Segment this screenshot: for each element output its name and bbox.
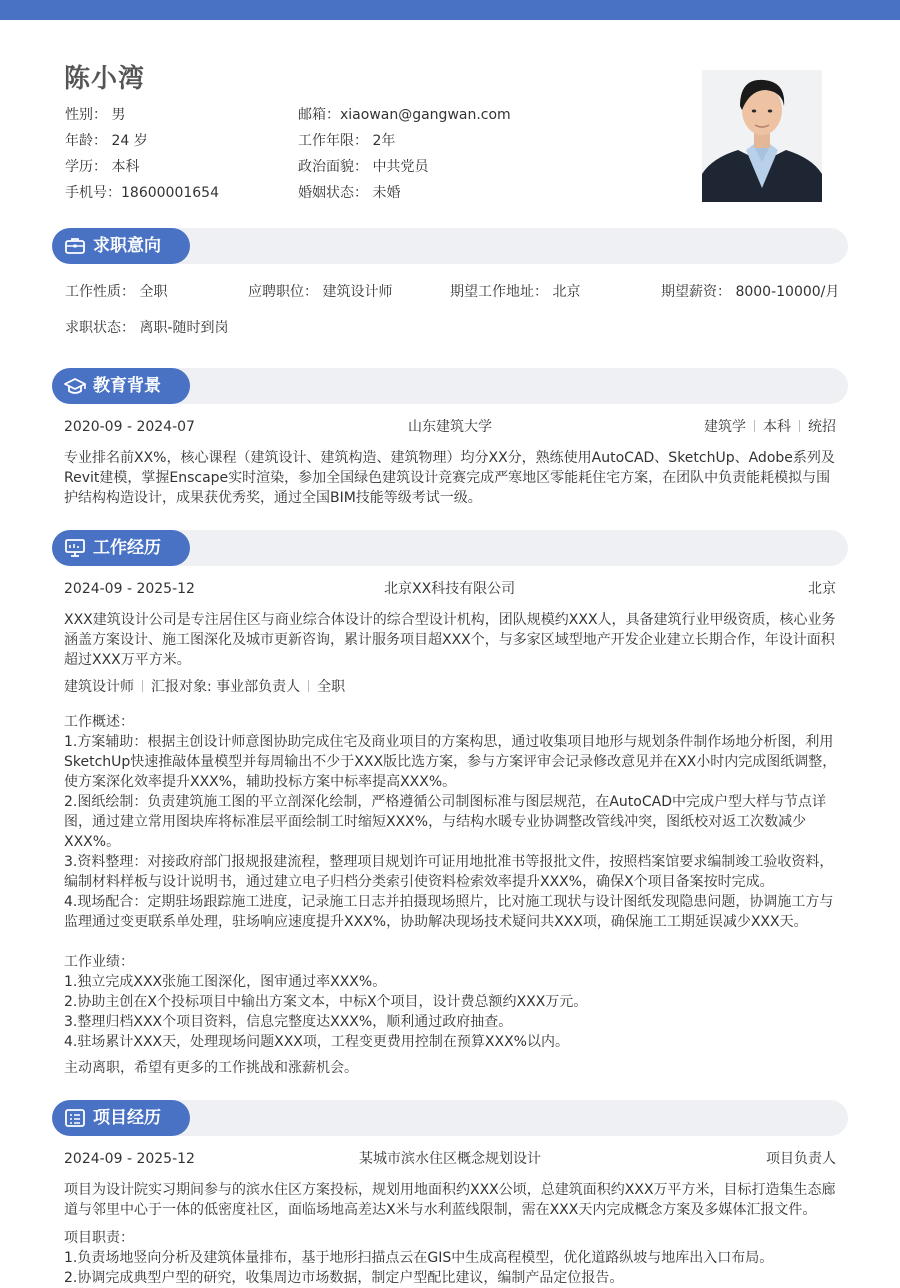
intent-salary: 期望薪资： 8000-10000/月 <box>661 284 840 300</box>
work-report-to: 汇报对象: 事业部负责人 <box>151 679 301 695</box>
profile-photo <box>702 70 822 202</box>
section-header-education <box>52 368 848 404</box>
text-line: 图，通过建立常用图块库将标准层平面绘制工时缩短XXX%，与结构水暖专业协调整改管线冲突，图纸校对返工次数减少 <box>64 814 807 830</box>
text-line: 超过XXX万平方米。 <box>64 652 191 668</box>
section-pill-work <box>52 530 190 566</box>
text-line: 项目职责： <box>64 1230 134 1246</box>
project-duties <box>64 1228 836 1288</box>
section-title-intent: 求职意向 <box>93 236 161 256</box>
intent-location: 期望工作地址： 北京 <box>450 284 581 300</box>
project-name: 某城市滨水住区概念规划设计 <box>359 1151 541 1167</box>
text-line: 3.整理归档XXX个项目资料，信息完整度达XXX%，顺利通过政府抽查。 <box>64 1014 513 1030</box>
divider <box>308 680 309 692</box>
text-line: 2.协调完成典型户型的研究，收集周边市场数据，制定户型配比建议，编制产品定位报告。 <box>64 1270 624 1286</box>
edu-school: 山东建筑大学 <box>408 419 492 435</box>
work-overview <box>64 712 836 1052</box>
divider <box>142 680 143 692</box>
text-line: 2.协助主创在X个投标项目中输出方案文本，中标X个项目，设计费总额约XXX万元。 <box>64 994 588 1010</box>
text-line: 使方案深化效率提升XXX%，辅助投标方案中标率提高XXX%。 <box>64 774 457 790</box>
divider <box>754 420 755 432</box>
intent-type: 工作性质： 全职 <box>65 284 168 300</box>
text-line <box>64 932 836 952</box>
text-line: 4.现场配合：定期驻场跟踪施工进度，记录施工日志并拍摄现场照片，比对施工现状与设计图纸发现隐患问题，协调施工方与 <box>64 894 834 910</box>
project-role: 项目负责人 <box>766 1151 836 1167</box>
edu-mode: 统招 <box>808 419 836 435</box>
text-line: 涵盖方案设计、施工图深化及城市更新咨询，累计服务项目超XXX个，与多家区域型地产开发企业建立长期合作，年设计面积 <box>64 632 835 648</box>
text-line: 项目为设计院实习期间参与的滨水住区方案投标，规划用地面积约XXX公顷，总建筑面积约XXX万平方米，目标打造集生态廊 <box>64 1182 836 1198</box>
work-years-field: 工作年限： 2年 <box>298 133 396 149</box>
section-header-work <box>52 530 848 566</box>
education-field: 学历： 本科 <box>65 159 140 175</box>
edu-major: 建筑学 <box>704 419 746 435</box>
text-line: 编制材料样板与设计说明书，通过建立电子归档分类索引使资料检索效率提升XXX%，确保X个项目备案按时完成。 <box>64 874 774 890</box>
work-job-type: 全职 <box>317 679 346 695</box>
text-line: 专业排名前XX%，核心课程（建筑设计、建筑构造、建筑物理）均分XX分，熟练使用AutoCAD、SketchUp、Adobe系列及 <box>64 450 835 466</box>
politics-field: 政治面貌： 中共党员 <box>298 159 429 175</box>
work-role: 建筑设计师 <box>64 679 134 695</box>
graduation-cap-icon <box>64 376 86 396</box>
text-line: 3.资料整理：对接政府部门报规报建流程，整理项目规划许可证用地批准书等报批文件，按照档案馆要求编制竣工验收资料， <box>64 854 834 870</box>
divider <box>799 420 800 432</box>
section-title-project: 项目经历 <box>93 1108 161 1128</box>
list-panel-icon <box>64 1108 86 1128</box>
presentation-board-icon <box>64 538 86 558</box>
section-title-education: 教育背景 <box>93 376 161 396</box>
candidate-name: 陈小湾 <box>64 64 146 94</box>
section-header-intent <box>52 228 848 264</box>
text-line: XXX%。 <box>64 834 121 850</box>
work-company: 北京XX科技有限公司 <box>384 581 516 597</box>
work-tags <box>64 677 345 697</box>
text-line: 工作概述： <box>64 714 134 730</box>
project-description <box>64 1180 836 1220</box>
intent-status: 求职状态： 离职-随时到岗 <box>65 320 229 336</box>
text-line: Revit建模，掌握Enscape实时渲染，参加全国绿色建筑设计竞赛完成严寒地区零能耗住宅方案，在团队中负责能耗模拟与围 <box>64 470 831 486</box>
gender-field: 性别： 男 <box>65 107 126 123</box>
top-accent-bar <box>0 0 900 20</box>
company-description <box>64 610 836 670</box>
phone-field: 手机号：18600001654 <box>65 185 219 201</box>
leave-reason: 主动离职，希望有更多的工作挑战和涨薪机会。 <box>64 1060 358 1076</box>
text-line: 道与邻里中心于一体的低密度社区，面临场地高差达X米与水利蓝线限制，需在XXX天内完成概念方案及多媒体汇报文件。 <box>64 1202 817 1218</box>
section-pill-education <box>52 368 190 404</box>
project-period: 2024-09 - 2025-12 <box>64 1151 195 1167</box>
edu-period: 2020-09 - 2024-07 <box>64 419 195 435</box>
edu-degree: 本科 <box>763 419 791 435</box>
text-line: 4.驻场累计XXX天，处理现场问题XXX项，工程变更费用控制在预算XXX%以内。 <box>64 1034 569 1050</box>
edu-description <box>64 448 836 508</box>
section-header-project <box>52 1100 848 1136</box>
text-line: 护结构构造设计，成果获优秀奖，通过全国BIM技能等级考试一级。 <box>64 490 482 506</box>
text-line: SketchUp快速推敲体量模型并每周输出不少于XXX版比选方案，参与方案评审会记录修改意见并在XX小时内完成图纸调整， <box>64 754 837 770</box>
text-line: 2.图纸绘制：负责建筑施工图的平立剖深化绘制，严格遵循公司制图标准与图层规范，在AutoCAD中完成户型大样与节点详 <box>64 794 826 810</box>
email-field: 邮箱：xiaowan@gangwan.com <box>298 107 511 123</box>
edu-tags <box>704 417 836 437</box>
work-period: 2024-09 - 2025-12 <box>64 581 195 597</box>
intent-position: 应聘职位： 建筑设计师 <box>248 284 393 300</box>
section-pill-intent <box>52 228 190 264</box>
briefcase-icon <box>64 236 86 256</box>
text-line: 1.方案辅助：根据主创设计师意图协助完成住宅及商业项目的方案构思，通过收集项目地形与规划条件制作场地分析图，利用 <box>64 734 834 750</box>
text-line: 工作业绩： <box>64 954 134 970</box>
text-line: 1.负责场地竖向分析及建筑体量排布，基于地形扫描点云在GIS中生成高程模型，优化道路纵坡与地库出入口布局。 <box>64 1250 774 1266</box>
text-line: 1.独立完成XXX张施工图深化，图审通过率XXX%。 <box>64 974 387 990</box>
section-title-work: 工作经历 <box>93 538 161 558</box>
section-pill-project <box>52 1100 190 1136</box>
text-line: 监理通过变更联系单处理，驻场响应速度提升XXX%，协助解决现场技术疑问共XXX项，确保施工工期延误减少XXX天。 <box>64 914 808 930</box>
marital-field: 婚姻状态： 未婚 <box>298 185 401 201</box>
text-line: XXX建筑设计公司是专注居住区与商业综合体设计的综合型设计机构，团队规模约XXX人，具备建筑行业甲级资质，核心业务 <box>64 612 836 628</box>
work-city: 北京 <box>808 581 836 597</box>
age-field: 年龄： 24 岁 <box>65 133 148 149</box>
